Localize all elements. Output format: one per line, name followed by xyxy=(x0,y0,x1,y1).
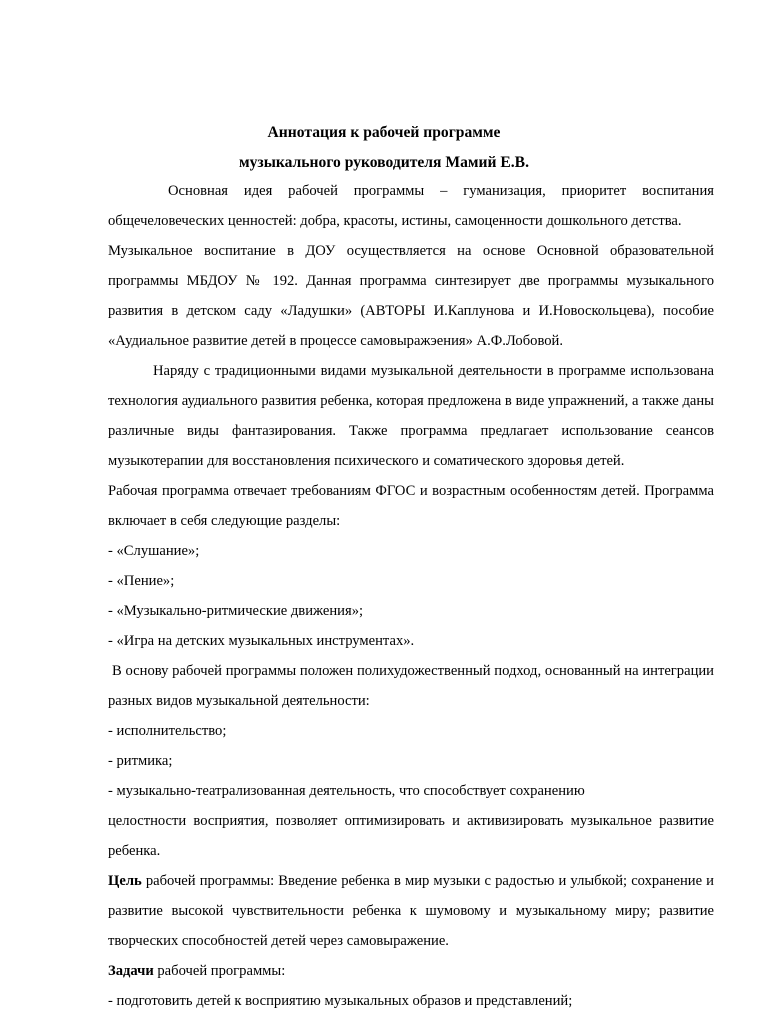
document-title-line-1: Аннотация к рабочей программе xyxy=(267,124,501,141)
goal-label: Цель xyxy=(108,873,142,889)
document-title-line-2: музыкального руководителя Мамий Е.В. xyxy=(239,154,529,171)
tasks-text: рабочей программы: xyxy=(153,963,286,979)
list-item-section: - «Игра на детских музыкальных инструментах». xyxy=(108,633,415,649)
goal-text: рабочей программы: Введение ребенка в мир музыки с радостью и улыбкой; сохранение и развитие высокой чувствительности ребенка к шумовому и музыкальному миру; развитие творческих способностей детей через самовыражение. xyxy=(108,873,714,949)
paragraph-approach: В основу рабочей программы положен полихудожественный подход, основанный на интеграции разных видов музыкальной деятельности: xyxy=(108,663,714,709)
list-item-task: - подготовить детей к восприятию музыкальных образов и представлений; xyxy=(108,993,573,1009)
paragraph-goal xyxy=(108,866,714,956)
list-item-activity: - музыкально-театрализованная деятельность, что способствует сохранению xyxy=(108,783,585,799)
list-item-section: - «Пение»; xyxy=(108,573,175,589)
list-item-section: - «Музыкально-ритмические движения»; xyxy=(108,603,364,619)
paragraph-music-education: Музыкальное воспитание в ДОУ осуществляется на основе Основной образовательной программы МБДОУ № 192. Данная программа синтезирует две программы музыкального развития в детском саду «Ладушки» (АВТОРЫ И.Каплунова и И.Новоскольцева), пособие «Аудиальное развитие детей в процессе самовыражэения» А.Ф.Лобовой. xyxy=(108,243,714,349)
tasks-label: Задачи xyxy=(108,963,154,979)
paragraph-main-idea: Основная идея рабочей программы – гуманизация, приоритет воспитания общечеловеческих ценностей: добра, красоты, истины, самоценности дошкольного детства. xyxy=(108,183,714,229)
paragraph-tasks xyxy=(108,956,714,986)
paragraph-integrity: целостности восприятия, позволяет оптимизировать и активизировать музыкальное развитие ребенка. xyxy=(108,813,714,859)
list-item-activity: - исполнительство; xyxy=(108,723,227,739)
document-body xyxy=(108,176,714,1016)
paragraph-fgos: Рабочая программа отвечает требованиям ФГОС и возрастным особенностям детей. Программа включает в себя следующие разделы: xyxy=(108,483,714,529)
list-item-activity: - ритмика; xyxy=(108,753,173,769)
paragraph-technology: Наряду с традиционными видами музыкальной деятельности в программе использована технология аудиального развития ребенка, которая предложена в виде упражнений, а также даны различные виды фантазирования. Также программа предлагает использование сеансов музыкотерапии для восстановления психического и соматического здоровья детей. xyxy=(108,363,714,469)
list-item-section: - «Слушание»; xyxy=(108,543,200,559)
